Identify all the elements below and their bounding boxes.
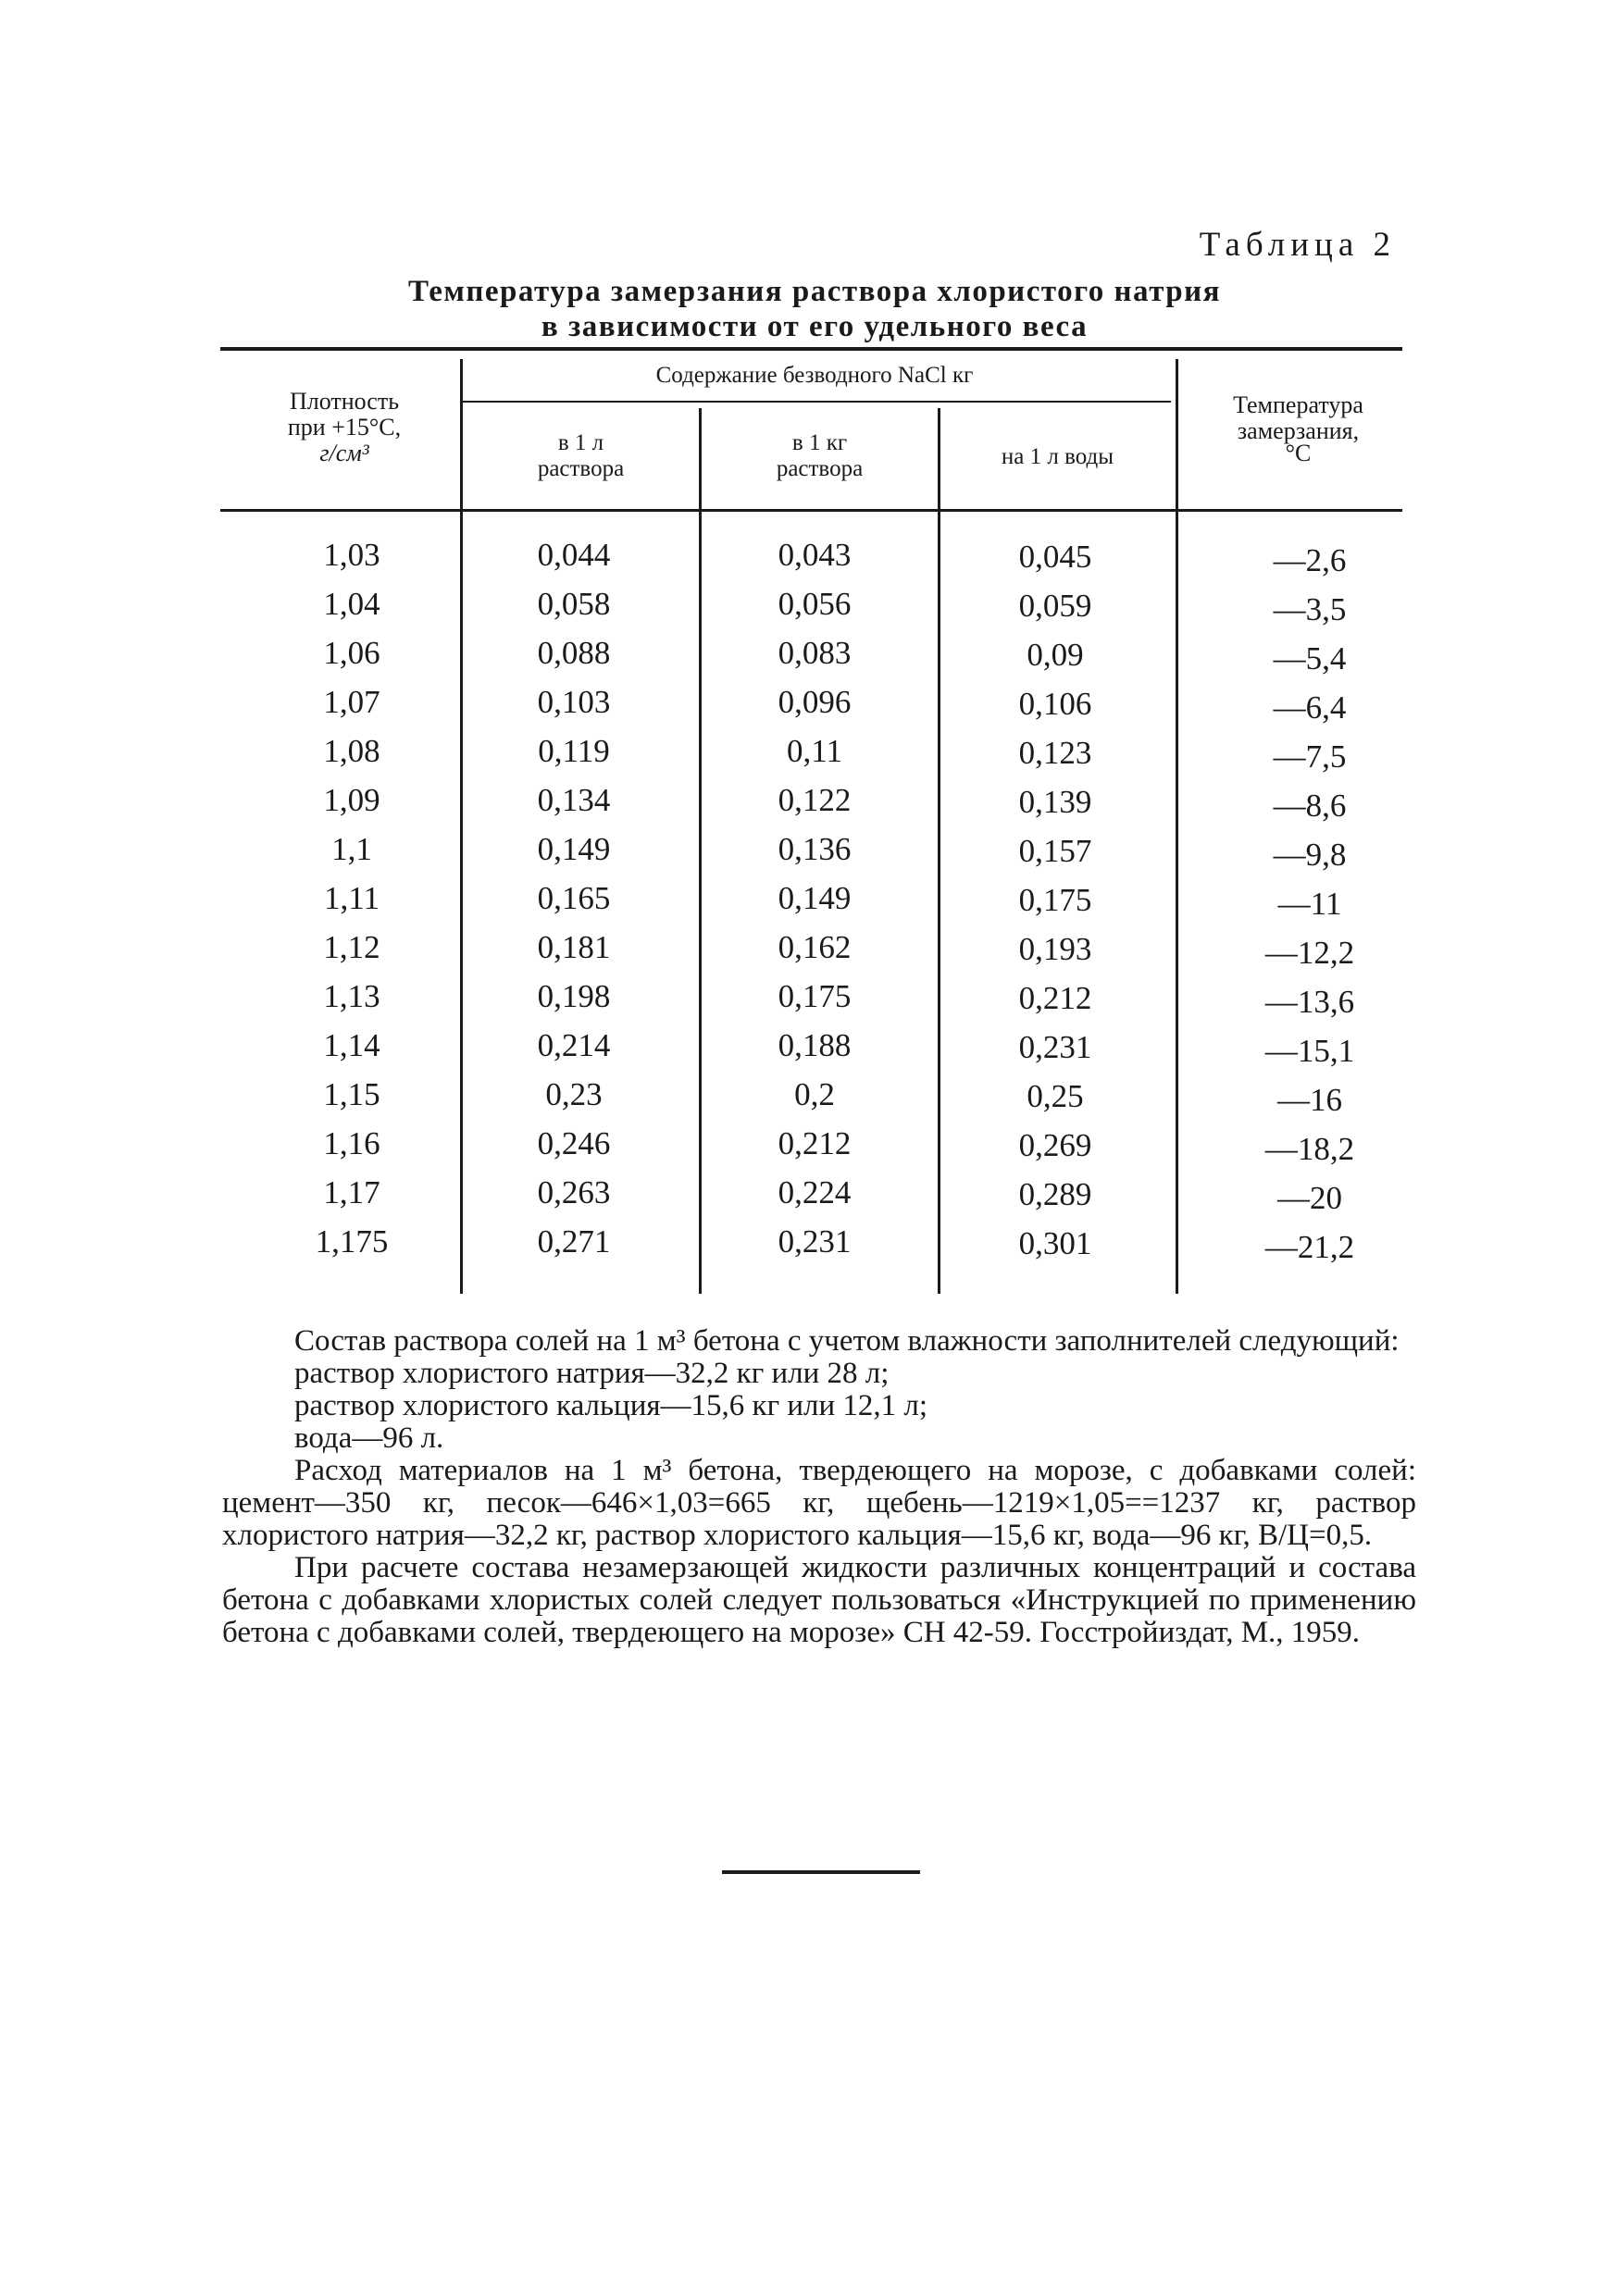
cell-per-l-solution: 0,103 [537, 684, 611, 720]
cell-per-kg-solution: 0,122 [778, 782, 852, 818]
cell-per-l-water: 0,139 [1018, 784, 1092, 820]
cell-density: 1,04 [323, 586, 380, 622]
cell-per-kg-solution: 0,162 [778, 929, 852, 965]
end-rule [722, 1870, 920, 1874]
cell-per-l-solution: 0,181 [537, 929, 611, 965]
header-bottom-rule [220, 509, 1402, 512]
cell-per-l-water: 0,25 [1027, 1078, 1084, 1114]
cell-per-l-solution: 0,058 [537, 586, 611, 622]
cell-density: 1,15 [323, 1076, 380, 1112]
header-temperature-line-1: Температура [1233, 391, 1363, 418]
header-density [243, 389, 446, 466]
cell-per-l-water: 0,289 [1018, 1176, 1092, 1212]
table-top-rule [220, 347, 1402, 351]
cell-temperature: —6,4 [1273, 689, 1347, 726]
composition-line-nacl: раствор хлористого натрия—32,2 кг или 28 л; [294, 1357, 890, 1390]
cell-density: 1,17 [323, 1174, 380, 1210]
header-per-l-solution-line-1: в 1 л [557, 430, 604, 455]
header-per-l-solution-line-2: раствора [537, 456, 625, 481]
cell-per-kg-solution: 0,043 [778, 537, 852, 573]
cell-density: 1,16 [323, 1125, 380, 1161]
composition-line-cacl: раствор хлористого кальция—15,6 кг или 12,1 л; [294, 1389, 928, 1422]
cell-per-kg-solution: 0,136 [778, 831, 852, 867]
cell-per-l-solution: 0,165 [537, 880, 611, 916]
caption-line-2: в зависимости от его удельного веса [541, 310, 1089, 343]
header-density-line-3: г/см³ [319, 440, 369, 466]
cell-temperature: —15,1 [1264, 1033, 1355, 1069]
cell-per-kg-solution: 0,224 [778, 1174, 852, 1210]
cell-density: 1,12 [323, 929, 380, 965]
cell-per-kg-solution: 0,231 [778, 1223, 852, 1260]
cell-temperature: —7,5 [1273, 738, 1347, 775]
header-temperature-line-2: замерзания, [1237, 417, 1360, 444]
cell-per-l-water: 0,09 [1027, 637, 1084, 673]
cell-density: 1,13 [323, 978, 380, 1014]
header-per-kg-solution-line-1: в 1 кг [791, 430, 848, 455]
column-divider-4 [1176, 359, 1178, 1294]
header-per-l-water: на 1 л воды [1001, 444, 1114, 469]
cell-per-l-water: 0,231 [1018, 1029, 1092, 1065]
cell-per-l-water: 0,175 [1018, 882, 1092, 918]
header-density-line-2: при +15°С, [287, 414, 402, 441]
cell-per-l-water: 0,059 [1018, 588, 1092, 624]
cell-per-l-water: 0,193 [1018, 931, 1092, 967]
group-header-rule [463, 401, 1171, 403]
cell-density: 1,08 [323, 733, 380, 769]
cell-density: 1,03 [323, 537, 380, 573]
cell-per-l-water: 0,301 [1018, 1225, 1092, 1261]
header-temperature [1194, 391, 1402, 466]
body-text [222, 1325, 1416, 1649]
cell-density: 1,07 [323, 684, 380, 720]
cell-temperature: —18,2 [1264, 1131, 1355, 1167]
cell-temperature: —16 [1277, 1082, 1342, 1118]
composition-line-water: вода—96 л. [294, 1421, 444, 1455]
cell-per-kg-solution: 0,11 [787, 733, 842, 769]
table-number: Таблица 2 [1199, 226, 1396, 264]
cell-per-kg-solution: 0,149 [778, 880, 852, 916]
paragraph-consumption: Расход материалов на 1 м³ бетона, твердеющего на морозе, с добавками солей: цемент—350 кг, песок—646×1,03=665 кг, щебень—1219×1,05==1237 кг, раствор хлористого натрия—32,2 кг, раствор хлористого кальция—15,6 кг, вода—96 кг, В/Ц=0,5. [222, 1454, 1416, 1552]
cell-per-l-solution: 0,263 [537, 1174, 611, 1210]
column-divider-1 [460, 359, 463, 1294]
cell-temperature: —21,2 [1264, 1229, 1355, 1265]
cell-per-kg-solution: 0,175 [778, 978, 852, 1014]
cell-per-l-solution: 0,088 [537, 635, 611, 671]
header-per-l-solution [481, 430, 680, 482]
cell-per-l-water: 0,157 [1018, 833, 1092, 869]
cell-per-kg-solution: 0,096 [778, 684, 852, 720]
paragraph-reference: При расчете состава незамерзающей жидкости различных концентраций и состава бетона с добавками хлористых солей следует пользоваться «Инструкцией по применению бетона с добавками солей, твердеющего на морозе» СН 42-59. Госстройиздат, М., 1959. [222, 1551, 1416, 1649]
cell-per-l-solution: 0,271 [537, 1223, 611, 1260]
cell-per-l-solution: 0,149 [537, 831, 611, 867]
cell-per-l-solution: 0,198 [537, 978, 611, 1014]
cell-per-kg-solution: 0,188 [778, 1027, 852, 1063]
header-group: Содержание безводного NaCl кг [655, 363, 974, 388]
cell-density: 1,14 [323, 1027, 380, 1063]
cell-temperature: —11 [1277, 886, 1342, 922]
cell-temperature: —20 [1277, 1180, 1342, 1216]
cell-per-l-solution: 0,23 [545, 1076, 603, 1112]
cell-per-kg-solution: 0,212 [778, 1125, 852, 1161]
column-divider-3 [938, 408, 940, 1294]
cell-temperature: —13,6 [1264, 984, 1355, 1020]
paragraph-composition: Состав раствора солей на 1 м³ бетона с учетом влажности заполнителей следующий: [294, 1324, 1400, 1358]
cell-temperature: —9,8 [1273, 837, 1347, 873]
cell-per-l-water: 0,123 [1018, 735, 1092, 771]
cell-per-l-solution: 0,246 [537, 1125, 611, 1161]
cell-density: 1,175 [315, 1223, 389, 1260]
table-caption [222, 274, 1407, 344]
column-divider-2 [699, 408, 702, 1294]
cell-density: 1,1 [331, 831, 372, 867]
cell-per-l-water: 0,045 [1018, 539, 1092, 575]
cell-per-kg-solution: 0,083 [778, 635, 852, 671]
header-density-line-1: Плотность [289, 388, 400, 415]
cell-per-l-solution: 0,214 [537, 1027, 611, 1063]
cell-per-l-solution: 0,044 [537, 537, 611, 573]
header-per-kg-solution [720, 430, 919, 482]
header-per-kg-solution-line-2: раствора [776, 456, 864, 481]
cell-per-kg-solution: 0,056 [778, 586, 852, 622]
cell-per-l-water: 0,106 [1018, 686, 1092, 722]
cell-per-l-water: 0,212 [1018, 980, 1092, 1016]
cell-temperature: —8,6 [1273, 788, 1347, 824]
cell-density: 1,11 [324, 880, 380, 916]
cell-temperature: —12,2 [1264, 935, 1355, 971]
cell-temperature: —5,4 [1273, 640, 1347, 676]
cell-temperature: —2,6 [1273, 542, 1347, 578]
cell-temperature: —3,5 [1273, 591, 1347, 627]
caption-line-1: Температура замерзания раствора хлористого натрия [407, 275, 1222, 308]
cell-per-l-solution: 0,119 [538, 733, 610, 769]
cell-per-l-water: 0,269 [1018, 1127, 1092, 1163]
cell-density: 1,06 [323, 635, 380, 671]
cell-per-l-solution: 0,134 [537, 782, 611, 818]
cell-per-kg-solution: 0,2 [794, 1076, 835, 1112]
header-temperature-line-3: °С [1285, 440, 1312, 466]
cell-density: 1,09 [323, 782, 380, 818]
